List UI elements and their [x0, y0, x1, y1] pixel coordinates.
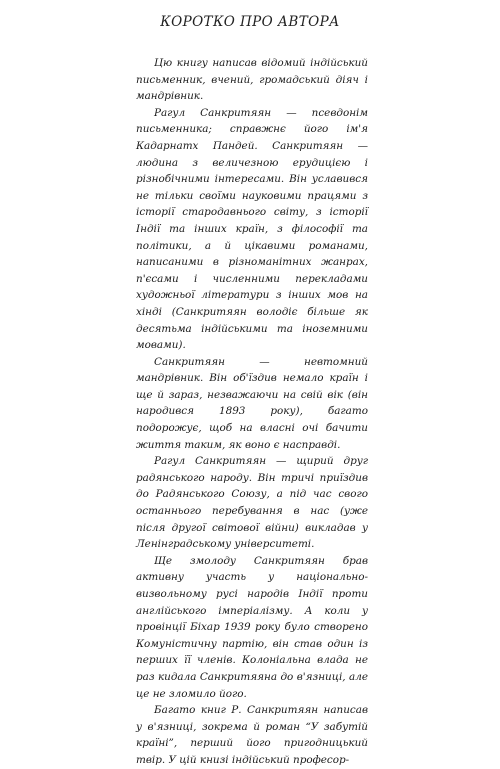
section-heading: КОРОТКО ПРО АВТОРА: [160, 14, 340, 30]
paragraph: Цю книгу написав відомий індійський письменник, вчений, громадський діяч і мандрівник.: [136, 57, 368, 103]
text-body: [136, 55, 368, 769]
paragraph: Санкритяян — невтомний мандрівник. Він об'їздив немало країн і ще й зараз, незважаючи на свій вік (він народився 1893 року), багато подорожує, щоб на власні очі бачити життя таким, як воно є насправді.: [136, 355, 368, 451]
paragraph: Багато книг Р. Санкритяян написав у в'язниці, зокрема й роман “У забутій країні”, перший його пригодницький твір. У цій книзі індійський професор-: [136, 704, 368, 766]
paragraph: Рагул Санкритяян — щирий друг радянського народу. Він тричі приїздив до Радянського Союзу, а під час свого останнього перебування в нас (уже після другої світової війни) викладав у Ленінградському університеті.: [136, 455, 368, 551]
paragraph: Ще змолоду Санкритяян брав активну участь у національно-визвольному русі народів Індії проти англійського імперіалізму. А коли у провінції Біхар 1939 року було створено Комуністичну партію, він став один із перших її членів. Колоніальна влада не раз кидала Санкритяяна до в'язниці, але це не зломило його.: [136, 554, 368, 700]
paragraph: Рагул Санкритяян — псевдонім письменника; справжнє його ім'я Кадарнатх Пандей. Санкритяян — людина з величезною ерудицією і різнобічними інтересами. Він уславився не тільки своїми науковими працями з історії стародавнього світу, з історії Індії та інших країн, з філософії та політики, а й цікавими романами, написаними в різноманітних жанрах, п'єсами і численними перекладами художньої літератури з інших мов на хінді (Санкритяян володіє більше як десятьма індійськими та іноземними мовами).: [136, 106, 368, 352]
